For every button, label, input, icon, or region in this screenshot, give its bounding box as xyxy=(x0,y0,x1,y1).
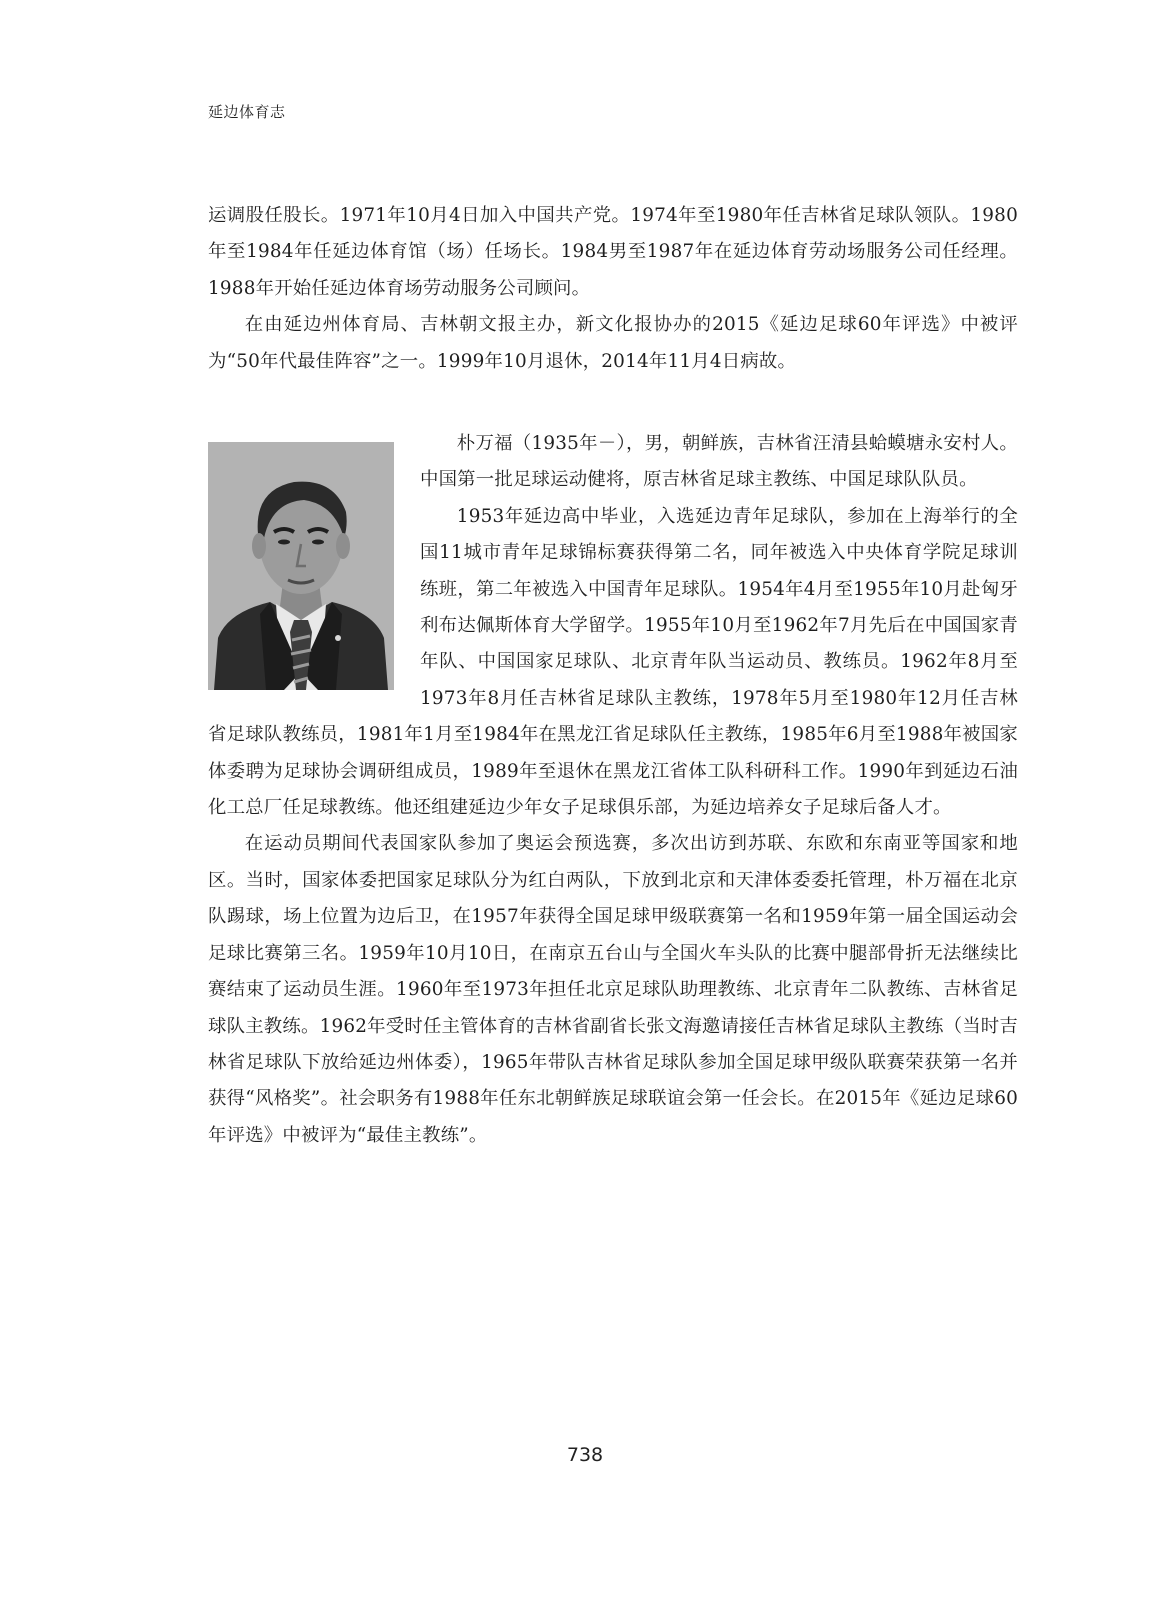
portrait-photo-icon xyxy=(208,442,394,690)
paragraph-bio-intro: 朴万福（1935年－），男，朝鲜族，吉林省汪清县蛤蟆塘永安村人。中国第一批足球运动健将，原吉林省足球主教练、中国足球队队员。 xyxy=(420,433,1018,491)
paragraph-bio-achievements: 在运动员期间代表国家队参加了奥运会预选赛，多次出访到苏联、东欧和东南亚等国家和地区。当时，国家体委把国家足球队分为红白两队，下放到北京和天津体委委托管理，朴万福在北京队踢球，场上位置为边后卫，在1957年获得全国足球甲级联赛第一名和1959年第一届全国运动会足球比赛第三名。1959年10月10日，在南京五台山与全国火车头队的比赛中腿部骨折无法继续比赛结束了运动员生涯。1960年至1973年担任北京足球队助理教练、北京青年二队教练、吉林省足球队主教练。1962年受时任主管体育的吉林省副省长张文海邀请接任吉林省足球队主教练（当时吉林省足球队下放给延边州体委），1965年带队吉林省足球队参加全国足球甲级队联赛荣获第一名并获得“风格奖”。社会职务有1988年任东北朝鲜族足球联谊会第一任会长。在2015年《延边足球60年评选》中被评为“最佳主教练”。 xyxy=(208,833,1018,1146)
running-header: 延边体育志 xyxy=(208,103,286,121)
paragraph-bio-career: 1953年延边高中毕业，入选延边青年足球队，参加在上海举行的全国11城市青年足球锦标赛获得第二名，同年被选入中央体育学院足球训练班，第二年被选入中国青年足球队。1954年4月至1955年10月赴匈牙利布达佩斯体育大学留学。1955年10月至1962年7月先后在中国国家青年队、中国国家足球队、北京青年队当运动员、教练员。1962年8月至1973年8月任吉林省足球队主教练，1978年5月至1980年12月任吉林省足球队教练员，1981年1月至1984年在黑龙江省足球队任主教练，1985年6月至1988年被国家体委聘为足球协会调研组成员，1989年至退休在黑龙江省体工队科研科工作。1990年到延边石油化工总厂任足球教练。他还组建延边少年女子足球俱乐部，为延边培养女子足球后备人才。 xyxy=(208,505,1018,819)
paragraph-award: 在由延边州体育局、吉林朝文报主办，新文化报协办的2015《延边足球60年评选》中被评为“50年代最佳阵容”之一。1999年10月退休，2014年11月4日病故。 xyxy=(208,314,1018,372)
continued-section xyxy=(208,198,1018,380)
paragraph-continued: 运调股任股长。1971年10月4日加入中国共产党。1974年至1980年任吉林省足球队领队。1980年至1984年任延边体育馆（场）任场长。1984男至1987年在延边体育劳动场服务公司任经理。1988年开始任延边体育场劳动服务公司顾问。 xyxy=(208,205,1018,299)
biography-section xyxy=(208,426,1018,1154)
page-number: 738 xyxy=(566,1444,604,1466)
